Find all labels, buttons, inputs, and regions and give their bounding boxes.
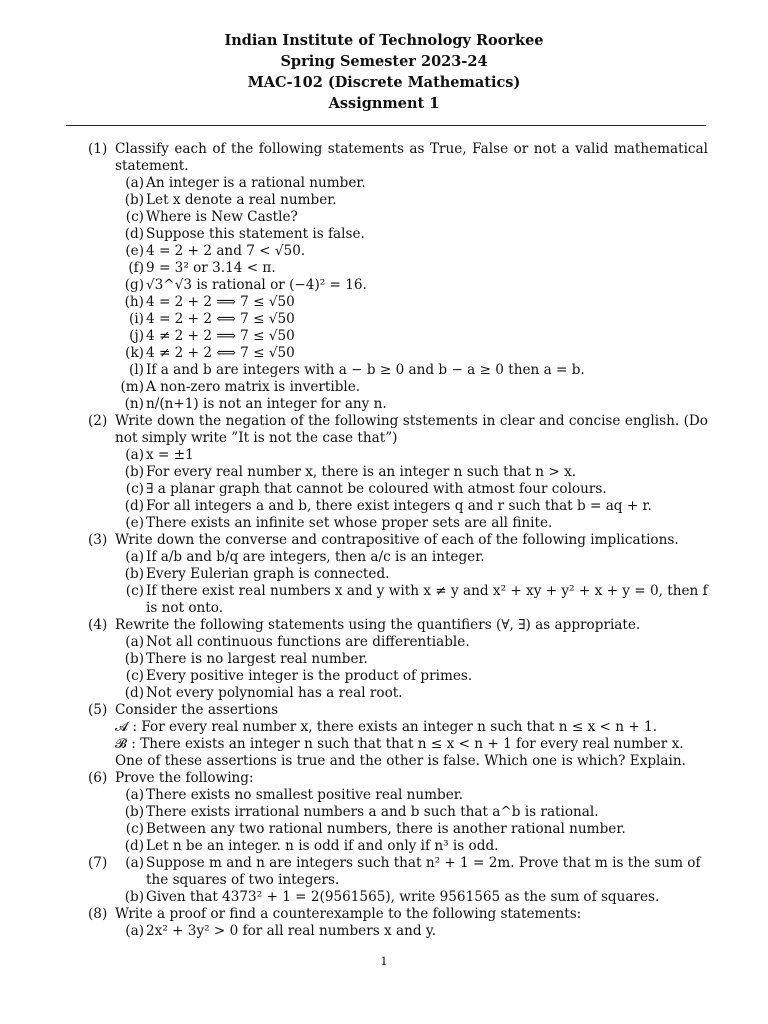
sub-item <box>115 345 708 362</box>
page-number: 1 <box>380 955 388 968</box>
sub-item-label: (d) <box>124 498 144 514</box>
sub-item-label: (d) <box>124 838 144 854</box>
sub-item <box>115 566 708 583</box>
sub-item-label: (j) <box>129 328 144 344</box>
question-number: (3) <box>88 532 108 548</box>
question-number: (2) <box>88 413 108 429</box>
document-header <box>0 30 768 114</box>
semester: Spring Semester 2023-24 <box>280 53 488 70</box>
question-number: (4) <box>88 617 108 633</box>
question-text: Prove the following: <box>115 770 254 786</box>
assertion: 𝓑 : There exists an integer n such that that n ≤ x < n + 1 for every real number x. <box>115 736 684 752</box>
sub-item-text: 4 = 2 + 2 and 7 < √50. <box>146 243 306 259</box>
sub-item <box>115 328 708 345</box>
sub-item-text: Let x denote a real number. <box>146 192 337 208</box>
sub-item-label: (k) <box>125 345 144 361</box>
sub-item <box>115 685 708 702</box>
sub-item-text: 4 ≠ 2 + 2 ⟹ 7 ≤ √50 <box>146 328 295 344</box>
sub-item <box>115 498 708 515</box>
sub-item-label: (b) <box>124 464 144 480</box>
sub-item-label: (b) <box>124 566 144 582</box>
sub-item-text: If there exist real numbers x and y with x ≠ y and x² + xy + y² + x + y = 0, then f is not onto. <box>146 583 708 616</box>
sub-item-text: Not all continuous functions are differentiable. <box>146 634 470 650</box>
sub-item-text: Every positive integer is the product of primes. <box>146 668 473 684</box>
sub-item-label: (a) <box>125 923 144 939</box>
question-number: (8) <box>88 906 108 922</box>
question-closing: One of these assertions is true and the other is false. Which one is which? Explain. <box>115 753 686 769</box>
sub-item-text: If a and b are integers with a − b ≥ 0 and b − a ≥ 0 then a = b. <box>146 362 585 378</box>
institute-name: Indian Institute of Technology Roorkee <box>224 32 544 49</box>
sub-item-label: (l) <box>129 362 144 378</box>
sub-item-label: (d) <box>124 685 144 701</box>
sub-item <box>115 481 708 498</box>
sub-item <box>115 243 708 260</box>
sub-item-label: (e) <box>125 515 144 531</box>
course-title: MAC-102 (Discrete Mathematics) <box>247 74 521 91</box>
sub-item <box>115 277 708 294</box>
question <box>88 770 708 855</box>
sub-item-label: (b) <box>124 651 144 667</box>
sub-item <box>115 209 708 226</box>
sub-item-label: (a) <box>125 855 144 871</box>
question-number: (1) <box>88 141 108 157</box>
sub-item-text: There exists irrational numbers a and b such that a^b is rational. <box>146 804 599 820</box>
sub-item <box>115 634 708 651</box>
sub-item-text: 4 = 2 + 2 ⟹ 7 ≤ √50 <box>146 294 295 310</box>
sub-item <box>115 668 708 685</box>
sub-item-text: x = ±1 <box>146 447 194 463</box>
sub-item-label: (c) <box>125 209 144 225</box>
question <box>88 413 708 532</box>
question-text: Write down the converse and contrapositive of each of the following implications. <box>115 532 679 548</box>
sub-item <box>115 787 708 804</box>
sub-item-label: (e) <box>125 243 144 259</box>
question-text: Classify each of the following statements as True, False or not a valid mathematical statement. <box>115 141 708 174</box>
sub-item <box>115 192 708 209</box>
question-number: (7) <box>88 855 108 871</box>
sub-item-label: (a) <box>125 787 144 803</box>
sub-item <box>115 379 708 396</box>
sub-item-text: 9 = 3² or 3.14 < π. <box>146 260 276 276</box>
sub-item <box>115 583 708 617</box>
sub-item-label: (g) <box>124 277 144 293</box>
question <box>88 906 708 940</box>
sub-item-text: Between any two rational numbers, there is another rational number. <box>146 821 626 837</box>
sub-item-label: (a) <box>125 634 144 650</box>
sub-item-text: 4 ≠ 2 + 2 ⟺ 7 ≤ √50 <box>146 345 295 361</box>
question <box>88 141 708 413</box>
sub-item-text: If a/b and b/q are integers, then a/c is an integer. <box>146 549 485 565</box>
sub-item <box>115 923 708 940</box>
sub-item <box>115 821 708 838</box>
sub-item-label: (c) <box>125 481 144 497</box>
question-text: Consider the assertions <box>115 702 279 718</box>
question-number: (5) <box>88 702 108 718</box>
sub-item <box>115 889 708 906</box>
sub-item <box>115 294 708 311</box>
sub-item-label: (c) <box>125 668 144 684</box>
sub-item-text: An integer is a rational number. <box>146 175 366 191</box>
sub-item-label: (f) <box>128 260 144 276</box>
sub-item-text: Let n be an integer. n is odd if and only if n³ is odd. <box>146 838 499 854</box>
sub-item <box>115 855 708 889</box>
question-number: (6) <box>88 770 108 786</box>
sub-item-label: (h) <box>124 294 144 310</box>
question-text: Rewrite the following statements using the quantifiers (∀, ∃) as appropriate. <box>115 617 641 633</box>
sub-item-label: (a) <box>125 175 144 191</box>
sub-item-label: (n) <box>124 396 144 412</box>
sub-item-text: ∃ a planar graph that cannot be coloured with atmost four colours. <box>146 481 607 497</box>
sub-item-label: (m) <box>120 379 144 395</box>
sub-item-text: There exists no smallest positive real number. <box>146 787 464 803</box>
sub-item <box>115 838 708 855</box>
sub-item-text: Where is New Castle? <box>146 209 298 225</box>
sub-item <box>115 226 708 243</box>
sub-item-text: 4 = 2 + 2 ⟺ 7 ≤ √50 <box>146 311 295 327</box>
sub-item-text: Not every polynomial has a real root. <box>146 685 403 701</box>
assignment-title: Assignment 1 <box>328 95 440 112</box>
sub-item <box>115 175 708 192</box>
questions-list <box>88 141 708 940</box>
sub-item-label: (c) <box>125 583 144 599</box>
sub-item <box>115 311 708 328</box>
sub-item-label: (a) <box>125 447 144 463</box>
sub-item-text: Suppose this statement is false. <box>146 226 365 242</box>
sub-item <box>115 447 708 464</box>
sub-item-label: (i) <box>129 311 144 327</box>
sub-item <box>115 396 708 413</box>
sub-item-text: For all integers a and b, there exist integers q and r such that b = aq + r. <box>146 498 652 514</box>
sub-item <box>115 260 708 277</box>
question <box>88 532 708 617</box>
sub-item-label: (d) <box>124 226 144 242</box>
sub-item <box>115 804 708 821</box>
sub-item <box>115 651 708 668</box>
sub-item-text: 2x² + 3y² > 0 for all real numbers x and y. <box>146 923 437 939</box>
sub-item-text: √3^√3 is rational or (−4)² = 16. <box>146 277 367 293</box>
question <box>88 617 708 702</box>
sub-item-text: Every Eulerian graph is connected. <box>146 566 390 582</box>
header-divider <box>66 125 706 126</box>
sub-item-label: (c) <box>125 821 144 837</box>
sub-item-label: (b) <box>124 804 144 820</box>
question-text: Write a proof or find a counterexample to the following statements: <box>115 906 582 922</box>
sub-item-text: Suppose m and n are integers such that n² + 1 = 2m. Prove that m is the sum of the squares of two integers. <box>146 855 701 888</box>
assertion: 𝓐 : For every real number x, there exists an integer n such that n ≤ x < n + 1. <box>115 719 658 735</box>
sub-item <box>115 549 708 566</box>
sub-item <box>115 515 708 532</box>
sub-item-text: n/(n+1) is not an integer for any n. <box>146 396 387 412</box>
sub-item-text: For every real number x, there is an integer n such that n > x. <box>146 464 577 480</box>
question <box>88 702 708 770</box>
sub-item <box>115 362 708 379</box>
question-text: Write down the negation of the following ststements in clear and concise english. (Do not simply write ”It is not the case that”) <box>115 413 708 446</box>
sub-item-label: (b) <box>124 889 144 905</box>
sub-item-label: (a) <box>125 549 144 565</box>
sub-item-text: A non-zero matrix is invertible. <box>146 379 361 395</box>
sub-item-text: There is no largest real number. <box>146 651 368 667</box>
question <box>88 855 708 906</box>
sub-item-label: (b) <box>124 192 144 208</box>
sub-item <box>115 464 708 481</box>
sub-item-text: Given that 4373² + 1 = 2(9561565), write 9561565 as the sum of squares. <box>146 889 660 905</box>
sub-item-text: There exists an infinite set whose proper sets are all finite. <box>146 515 553 531</box>
